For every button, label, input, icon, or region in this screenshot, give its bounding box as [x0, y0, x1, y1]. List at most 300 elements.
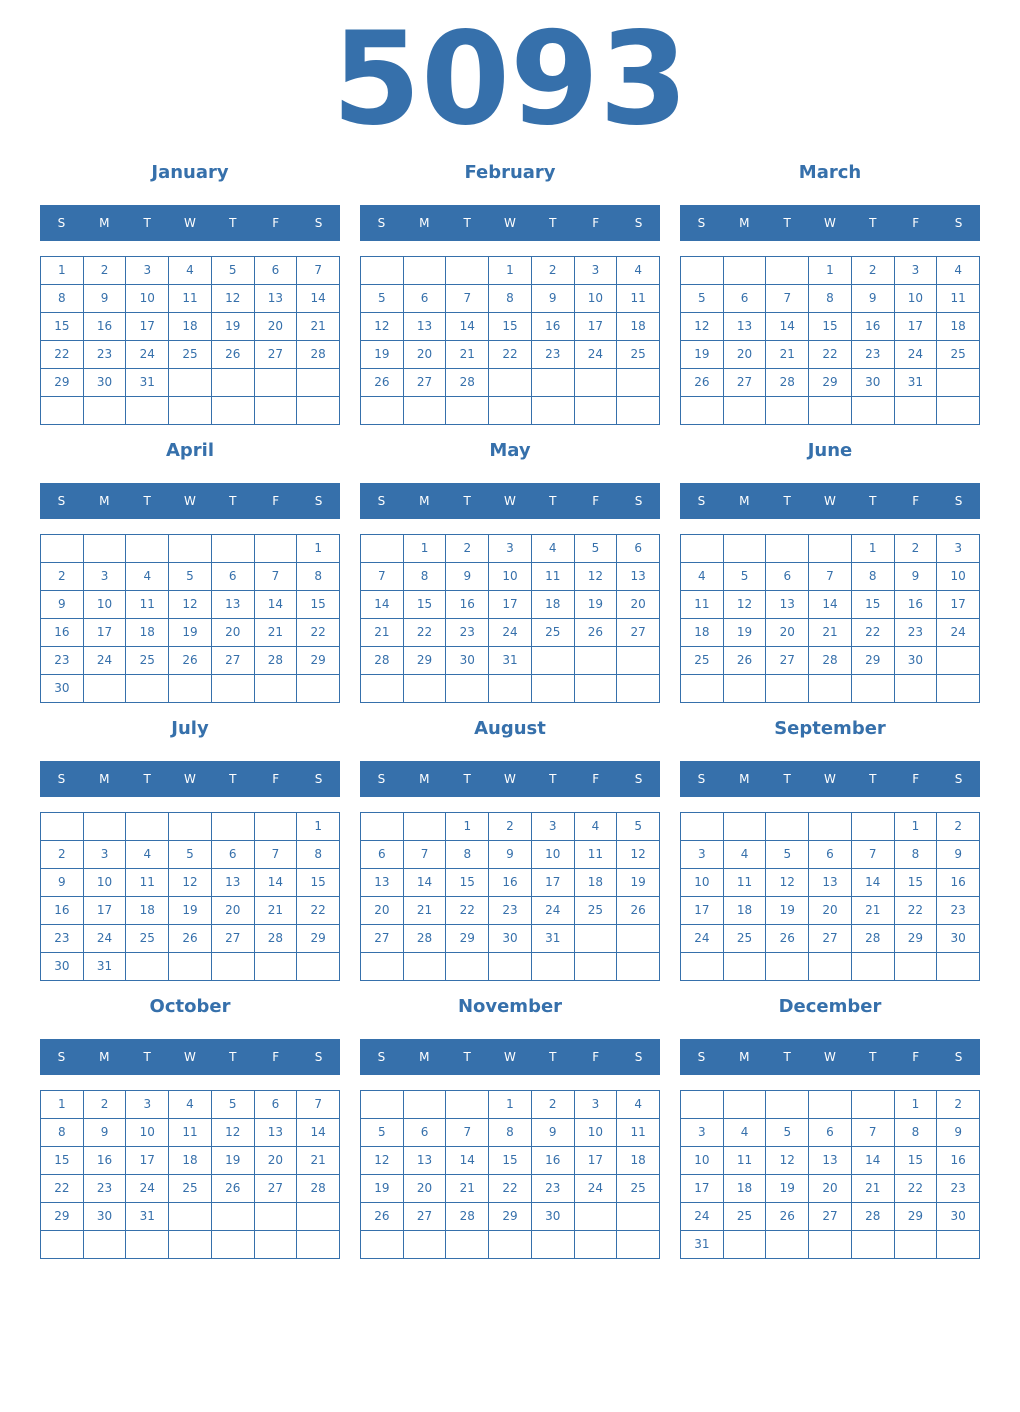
month-august: [360, 712, 660, 981]
day-cell: 9: [937, 841, 980, 869]
day-cell: 24: [681, 925, 724, 953]
day-cell: 18: [724, 1175, 767, 1203]
day-cell: 5: [617, 813, 660, 841]
empty-day-cell: [617, 675, 660, 703]
weekday-label: F: [912, 1050, 920, 1064]
empty-day-cell: [724, 1091, 767, 1119]
day-cell: 27: [617, 619, 660, 647]
day-cell: 12: [361, 1147, 404, 1175]
day-cell: 4: [617, 1091, 660, 1119]
weekday-label: F: [592, 1050, 600, 1064]
empty-day-cell: [212, 1203, 255, 1231]
day-cell: 11: [575, 841, 618, 869]
day-cell: 22: [446, 897, 489, 925]
day-cell: 21: [255, 619, 298, 647]
empty-day-cell: [126, 813, 169, 841]
weekday-header: [360, 761, 660, 797]
day-cell: 28: [361, 647, 404, 675]
empty-day-cell: [489, 1231, 532, 1259]
day-cell: 29: [41, 1203, 84, 1231]
day-cell: 14: [255, 591, 298, 619]
day-cell: 13: [724, 313, 767, 341]
weekday-label: S: [634, 772, 643, 786]
day-cell: 27: [361, 925, 404, 953]
empty-day-cell: [937, 1231, 980, 1259]
day-cell: 18: [532, 591, 575, 619]
weekday-header: [680, 483, 980, 519]
month-november: [360, 990, 660, 1259]
day-cell: 29: [41, 369, 84, 397]
day-cell: 22: [404, 619, 447, 647]
day-grid: [360, 812, 660, 981]
empty-day-cell: [766, 953, 809, 981]
day-cell: 11: [724, 1147, 767, 1175]
day-cell: 23: [41, 925, 84, 953]
day-cell: 23: [937, 897, 980, 925]
day-cell: 13: [212, 869, 255, 897]
empty-day-cell: [361, 675, 404, 703]
empty-day-cell: [681, 257, 724, 285]
empty-day-cell: [361, 535, 404, 563]
year-title: 5093: [331, 5, 689, 154]
day-cell: 3: [937, 535, 980, 563]
weekday-label: S: [377, 216, 386, 230]
day-cell: 10: [84, 869, 127, 897]
day-cell: 31: [681, 1231, 724, 1259]
weekday-label: W: [184, 772, 196, 786]
day-cell: 21: [297, 313, 340, 341]
day-cell: 1: [489, 1091, 532, 1119]
month-march: [680, 156, 980, 425]
day-cell: 24: [532, 897, 575, 925]
empty-day-cell: [724, 953, 767, 981]
day-cell: 16: [937, 1147, 980, 1175]
day-cell: 7: [766, 285, 809, 313]
day-cell: 9: [852, 285, 895, 313]
empty-day-cell: [297, 953, 340, 981]
weekday-label: T: [869, 494, 877, 508]
day-cell: 15: [489, 1147, 532, 1175]
empty-day-cell: [404, 257, 447, 285]
day-cell: 23: [41, 647, 84, 675]
empty-day-cell: [766, 257, 809, 285]
day-cell: 27: [255, 341, 298, 369]
day-cell: 11: [617, 1119, 660, 1147]
day-cell: 4: [169, 1091, 212, 1119]
day-cell: 26: [681, 369, 724, 397]
day-cell: 8: [297, 563, 340, 591]
day-cell: 17: [532, 869, 575, 897]
day-cell: 9: [489, 841, 532, 869]
month-april: [40, 434, 340, 703]
day-cell: 30: [446, 647, 489, 675]
day-cell: 27: [404, 369, 447, 397]
day-cell: 14: [297, 285, 340, 313]
day-cell: 7: [297, 257, 340, 285]
month-name: June: [807, 440, 853, 461]
weekday-label: F: [272, 772, 280, 786]
day-cell: 18: [126, 897, 169, 925]
empty-day-cell: [724, 1231, 767, 1259]
day-cell: 15: [41, 313, 84, 341]
weekday-label: M: [99, 772, 110, 786]
day-cell: 16: [446, 591, 489, 619]
day-cell: 17: [575, 313, 618, 341]
day-grid: [360, 256, 660, 425]
day-cell: 28: [404, 925, 447, 953]
empty-day-cell: [575, 675, 618, 703]
weekday-label: F: [592, 772, 600, 786]
weekday-label: S: [57, 216, 66, 230]
empty-day-cell: [809, 953, 852, 981]
empty-day-cell: [766, 675, 809, 703]
day-cell: 7: [852, 1119, 895, 1147]
day-cell: 14: [446, 1147, 489, 1175]
day-cell: 26: [361, 369, 404, 397]
day-cell: 5: [212, 1091, 255, 1119]
day-cell: 27: [809, 925, 852, 953]
day-cell: 1: [297, 535, 340, 563]
day-cell: 29: [852, 647, 895, 675]
day-cell: 11: [724, 869, 767, 897]
weekday-header: [680, 761, 980, 797]
day-cell: 6: [212, 563, 255, 591]
empty-day-cell: [169, 953, 212, 981]
empty-day-cell: [766, 1231, 809, 1259]
day-cell: 4: [169, 257, 212, 285]
day-cell: 18: [617, 1147, 660, 1175]
day-cell: 28: [297, 1175, 340, 1203]
day-cell: 17: [84, 897, 127, 925]
day-cell: 6: [724, 285, 767, 313]
day-cell: 29: [895, 925, 938, 953]
empty-day-cell: [84, 535, 127, 563]
day-cell: 26: [575, 619, 618, 647]
day-cell: 16: [895, 591, 938, 619]
weekday-header: [680, 205, 980, 241]
day-cell: 10: [126, 1119, 169, 1147]
weekday-label: S: [377, 1050, 386, 1064]
day-cell: 10: [575, 1119, 618, 1147]
day-grid: [360, 534, 660, 703]
empty-day-cell: [937, 369, 980, 397]
day-cell: 16: [852, 313, 895, 341]
empty-day-cell: [126, 1231, 169, 1259]
day-cell: 12: [169, 869, 212, 897]
day-cell: 5: [766, 841, 809, 869]
day-cell: 19: [361, 341, 404, 369]
day-cell: 18: [937, 313, 980, 341]
day-cell: 5: [212, 257, 255, 285]
day-cell: 9: [895, 563, 938, 591]
day-cell: 22: [809, 341, 852, 369]
empty-day-cell: [532, 647, 575, 675]
weekday-label: W: [824, 1050, 836, 1064]
day-cell: 28: [809, 647, 852, 675]
weekday-label: T: [229, 1050, 237, 1064]
day-cell: 2: [852, 257, 895, 285]
weekday-header: [40, 205, 340, 241]
day-cell: 22: [489, 1175, 532, 1203]
day-cell: 19: [766, 1175, 809, 1203]
empty-day-cell: [126, 535, 169, 563]
empty-day-cell: [212, 397, 255, 425]
day-cell: 25: [126, 647, 169, 675]
day-cell: 10: [681, 869, 724, 897]
month-name: August: [474, 718, 546, 739]
day-cell: 14: [852, 1147, 895, 1175]
day-cell: 29: [297, 925, 340, 953]
day-cell: 6: [255, 1091, 298, 1119]
day-cell: 26: [724, 647, 767, 675]
day-cell: 12: [361, 313, 404, 341]
empty-day-cell: [852, 1091, 895, 1119]
day-cell: 15: [895, 869, 938, 897]
empty-day-cell: [895, 1231, 938, 1259]
weekday-label: S: [697, 216, 706, 230]
day-cell: 12: [766, 869, 809, 897]
empty-day-cell: [255, 1231, 298, 1259]
empty-day-cell: [937, 397, 980, 425]
weekday-header: [40, 761, 340, 797]
weekday-label: S: [697, 1050, 706, 1064]
weekday-label: W: [184, 494, 196, 508]
day-cell: 13: [809, 869, 852, 897]
day-cell: 12: [212, 285, 255, 313]
day-cell: 6: [404, 285, 447, 313]
day-cell: 18: [617, 313, 660, 341]
day-cell: 7: [809, 563, 852, 591]
empty-day-cell: [532, 369, 575, 397]
weekday-label: M: [419, 216, 430, 230]
empty-day-cell: [809, 1091, 852, 1119]
day-cell: 8: [852, 563, 895, 591]
weekday-label: M: [739, 772, 750, 786]
empty-day-cell: [169, 813, 212, 841]
day-cell: 6: [809, 841, 852, 869]
day-cell: 20: [404, 1175, 447, 1203]
day-cell: 23: [84, 1175, 127, 1203]
empty-day-cell: [937, 675, 980, 703]
day-cell: 15: [404, 591, 447, 619]
day-cell: 20: [617, 591, 660, 619]
day-cell: 1: [809, 257, 852, 285]
day-cell: 22: [297, 619, 340, 647]
empty-day-cell: [41, 397, 84, 425]
day-cell: 28: [446, 1203, 489, 1231]
day-cell: 13: [617, 563, 660, 591]
month-february: [360, 156, 660, 425]
day-cell: 4: [126, 841, 169, 869]
day-grid: [40, 534, 340, 703]
day-cell: 13: [404, 313, 447, 341]
empty-day-cell: [852, 1231, 895, 1259]
day-cell: 26: [766, 1203, 809, 1231]
weekday-label: T: [463, 494, 471, 508]
day-cell: 15: [489, 313, 532, 341]
month-june: [680, 434, 980, 703]
day-cell: 13: [212, 591, 255, 619]
empty-day-cell: [255, 675, 298, 703]
day-cell: 11: [532, 563, 575, 591]
day-cell: 2: [41, 563, 84, 591]
empty-day-cell: [681, 813, 724, 841]
empty-day-cell: [809, 1231, 852, 1259]
day-cell: 24: [937, 619, 980, 647]
day-cell: 8: [446, 841, 489, 869]
day-cell: 28: [255, 925, 298, 953]
day-cell: 20: [255, 313, 298, 341]
day-cell: 4: [575, 813, 618, 841]
day-cell: 10: [681, 1147, 724, 1175]
empty-day-cell: [41, 535, 84, 563]
weekday-label: M: [419, 494, 430, 508]
weekday-label: S: [377, 772, 386, 786]
day-cell: 28: [766, 369, 809, 397]
empty-day-cell: [681, 953, 724, 981]
empty-day-cell: [532, 397, 575, 425]
empty-day-cell: [575, 1231, 618, 1259]
weekday-label: T: [549, 772, 557, 786]
day-cell: 6: [404, 1119, 447, 1147]
empty-day-cell: [724, 675, 767, 703]
day-cell: 2: [895, 535, 938, 563]
empty-day-cell: [41, 1231, 84, 1259]
day-cell: 21: [404, 897, 447, 925]
empty-day-cell: [361, 257, 404, 285]
day-cell: 17: [937, 591, 980, 619]
empty-day-cell: [809, 813, 852, 841]
empty-day-cell: [126, 953, 169, 981]
day-cell: 25: [681, 647, 724, 675]
day-cell: 11: [126, 591, 169, 619]
month-october: [40, 990, 340, 1259]
weekday-label: S: [314, 1050, 323, 1064]
empty-day-cell: [404, 397, 447, 425]
weekday-label: M: [739, 1050, 750, 1064]
day-cell: 27: [212, 647, 255, 675]
weekday-label: T: [783, 216, 791, 230]
empty-day-cell: [575, 369, 618, 397]
day-cell: 2: [489, 813, 532, 841]
day-cell: 28: [852, 925, 895, 953]
day-cell: 3: [489, 535, 532, 563]
weekday-label: T: [229, 494, 237, 508]
day-cell: 14: [809, 591, 852, 619]
empty-day-cell: [84, 675, 127, 703]
day-cell: 2: [937, 1091, 980, 1119]
day-cell: 6: [212, 841, 255, 869]
empty-day-cell: [84, 813, 127, 841]
empty-day-cell: [681, 675, 724, 703]
day-cell: 5: [681, 285, 724, 313]
weekday-label: F: [912, 494, 920, 508]
day-cell: 29: [809, 369, 852, 397]
day-cell: 15: [297, 869, 340, 897]
day-cell: 14: [361, 591, 404, 619]
empty-day-cell: [809, 675, 852, 703]
weekday-label: W: [504, 494, 516, 508]
day-grid: [40, 1090, 340, 1259]
month-name: May: [489, 440, 531, 461]
weekday-label: T: [143, 216, 151, 230]
day-cell: 10: [895, 285, 938, 313]
day-cell: 15: [297, 591, 340, 619]
empty-day-cell: [575, 925, 618, 953]
empty-day-cell: [809, 397, 852, 425]
day-cell: 21: [809, 619, 852, 647]
day-cell: 11: [937, 285, 980, 313]
day-cell: 22: [852, 619, 895, 647]
empty-day-cell: [212, 1231, 255, 1259]
day-cell: 8: [895, 841, 938, 869]
day-cell: 12: [617, 841, 660, 869]
day-cell: 2: [532, 1091, 575, 1119]
day-cell: 12: [212, 1119, 255, 1147]
day-cell: 26: [169, 647, 212, 675]
day-cell: 7: [446, 285, 489, 313]
empty-day-cell: [404, 813, 447, 841]
weekday-label: F: [592, 216, 600, 230]
day-cell: 17: [681, 1175, 724, 1203]
day-cell: 12: [681, 313, 724, 341]
weekday-label: M: [419, 772, 430, 786]
day-cell: 6: [766, 563, 809, 591]
empty-day-cell: [297, 1203, 340, 1231]
day-cell: 31: [84, 953, 127, 981]
day-cell: 17: [84, 619, 127, 647]
weekday-label: T: [783, 494, 791, 508]
month-name: February: [464, 162, 556, 183]
day-cell: 11: [681, 591, 724, 619]
empty-day-cell: [212, 953, 255, 981]
empty-day-cell: [404, 1231, 447, 1259]
empty-day-cell: [297, 1231, 340, 1259]
day-cell: 28: [255, 647, 298, 675]
day-cell: 23: [84, 341, 127, 369]
day-cell: 31: [895, 369, 938, 397]
empty-day-cell: [766, 535, 809, 563]
day-cell: 12: [766, 1147, 809, 1175]
month-december: [680, 990, 980, 1259]
empty-day-cell: [361, 1091, 404, 1119]
month-name: October: [149, 996, 231, 1017]
empty-day-cell: [41, 813, 84, 841]
day-cell: 2: [41, 841, 84, 869]
day-cell: 3: [126, 1091, 169, 1119]
day-cell: 25: [617, 341, 660, 369]
empty-day-cell: [895, 675, 938, 703]
empty-day-cell: [84, 1231, 127, 1259]
weekday-header: [40, 1039, 340, 1075]
day-cell: 25: [724, 1203, 767, 1231]
day-cell: 16: [41, 897, 84, 925]
empty-day-cell: [169, 535, 212, 563]
day-cell: 30: [84, 1203, 127, 1231]
day-cell: 25: [937, 341, 980, 369]
day-cell: 1: [404, 535, 447, 563]
weekday-header: [360, 205, 660, 241]
day-cell: 10: [575, 285, 618, 313]
day-cell: 11: [169, 1119, 212, 1147]
day-cell: 24: [895, 341, 938, 369]
day-cell: 23: [852, 341, 895, 369]
day-cell: 29: [446, 925, 489, 953]
day-cell: 19: [212, 1147, 255, 1175]
day-cell: 29: [404, 647, 447, 675]
day-cell: 4: [126, 563, 169, 591]
empty-day-cell: [255, 813, 298, 841]
